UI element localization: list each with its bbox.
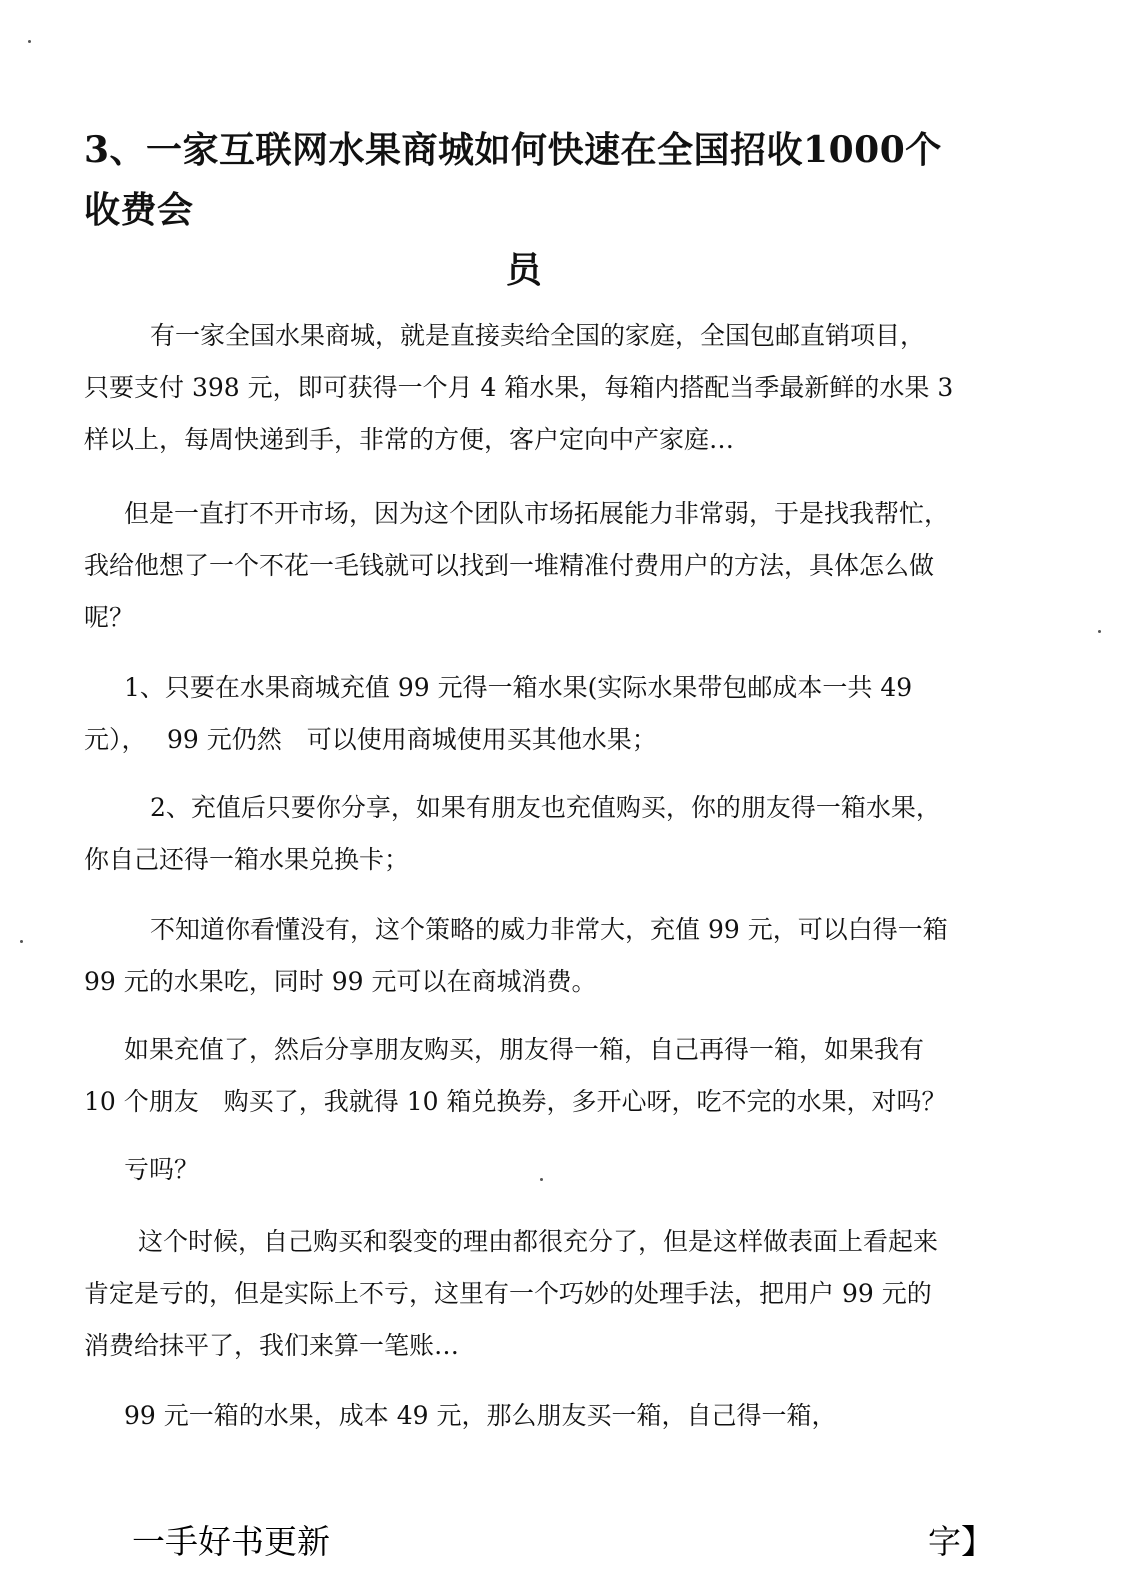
footer-right-text: 字】 <box>928 1522 994 1561</box>
paragraph-line: 99 元一箱的水果，成本 49 元，那么朋友买一箱，自己得一箱， <box>124 1401 837 1430</box>
paragraph-example <box>84 1024 964 1128</box>
paragraph-line: 你自己还得一箱水果兑换卡； <box>84 845 410 874</box>
paragraph-line: 2、充值后只要你分享，如果有朋友也充值购买，你的朋友得一箱水果， <box>150 793 941 822</box>
paragraph-line: 99 元的水果吃，同时 99 元可以在商城消费。 <box>84 967 597 996</box>
footer-left-text: 一手好书更新 <box>132 1522 330 1561</box>
title-line-2: 员 <box>505 249 543 291</box>
paragraph-calculation <box>84 1390 964 1442</box>
paragraph-step-1 <box>84 662 964 766</box>
paragraph-line: 只要支付 398 元，即可获得一个月 4 箱水果，每箱内搭配当季最新鲜的水果 3 <box>84 373 954 402</box>
scan-speck <box>28 40 31 43</box>
paragraph-line: 10 个朋友 购买了，我就得 10 箱兑换券，多开心呀，吃不完的水果，对吗？ <box>84 1087 947 1116</box>
paragraph-intro <box>84 310 964 466</box>
scan-speck <box>20 940 23 943</box>
paragraph-analysis <box>84 1216 964 1372</box>
scan-speck <box>1098 630 1101 633</box>
paragraph-line: 消费给抹平了，我们来算一笔账… <box>84 1331 460 1360</box>
paragraph-line: 呢？ <box>84 603 135 632</box>
paragraph-step-2 <box>84 782 964 886</box>
paragraph-line: 1、只要在水果商城充值 99 元得一箱水果(实际水果带包邮成本一共 49 <box>124 673 913 702</box>
paragraph-line: 这个时候，自己购买和裂变的理由都很充分了，但是这样做表面上看起来 <box>138 1227 939 1256</box>
paragraph-line: 我给他想了一个不花一毛钱就可以找到一堆精准付费用户的方法，具体怎么做 <box>84 551 935 580</box>
paragraph-line: 肯定是亏的，但是实际上不亏，这里有一个巧妙的处理手法，把用户 99 元的 <box>84 1279 932 1308</box>
paragraph-line: 元）， 99 元仍然 可以使用商城使用买其他水果； <box>84 725 657 754</box>
paragraph-line: 不知道你看懂没有，这个策略的威力非常大，充值 99 元，可以白得一箱 <box>150 915 948 944</box>
paragraph-line: 有一家全国水果商城，就是直接卖给全国的家庭，全国包邮直销项目， <box>150 321 926 350</box>
paragraph-line: 样以上，每周快递到手，非常的方便，客户定向中产家庭… <box>84 425 735 454</box>
paragraph-line: 亏吗？ <box>124 1155 200 1184</box>
document-title <box>84 120 964 300</box>
title-line-1: 3、一家互联网水果商城如何快速在全国招收1000个收费会 <box>84 129 942 231</box>
paragraph-explanation <box>84 904 964 1008</box>
paragraph-line: 但是一直打不开市场，因为这个团队市场拓展能力非常弱，于是找我帮忙， <box>124 499 950 528</box>
paragraph-problem <box>84 488 964 644</box>
paragraph-question <box>84 1144 964 1196</box>
paragraph-line: 如果充值了，然后分享朋友购买，朋友得一箱，自己再得一箱，如果我有 <box>124 1035 925 1064</box>
scan-speck <box>540 1178 543 1181</box>
